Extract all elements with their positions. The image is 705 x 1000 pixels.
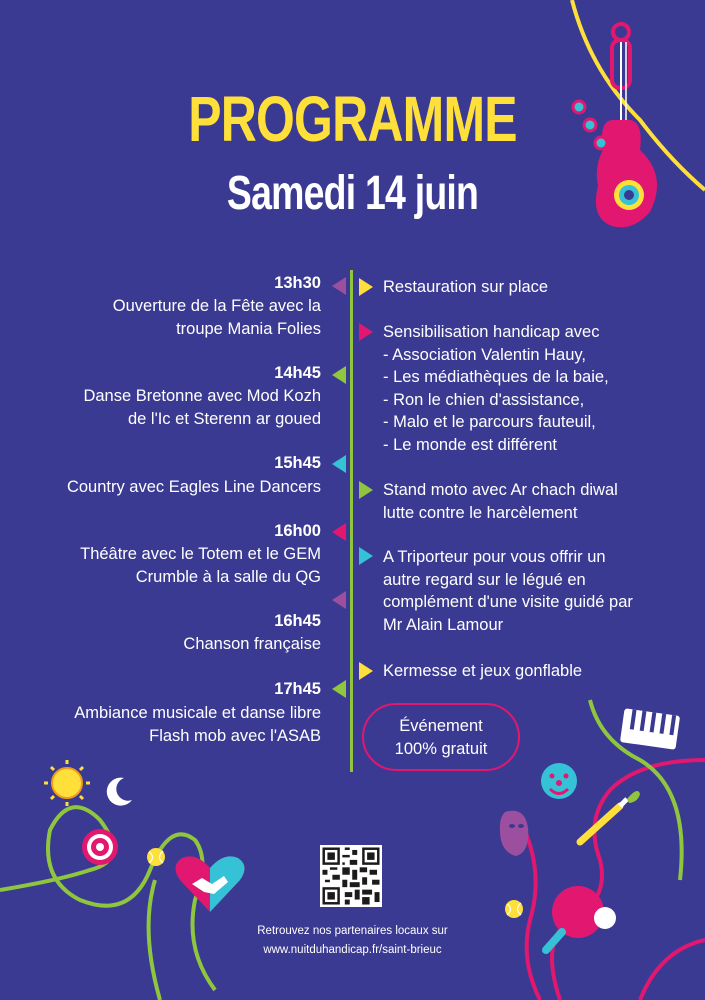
activity-item: A Triporteur pour vous offrir un autre regard sur le légué en complément d'une visite guidé par Mr Alain Lamour xyxy=(383,548,633,634)
schedule-description: Ambiance musicale et danse libre Flash mob avec l'ASAB xyxy=(74,704,321,745)
schedule-description: Ouverture de la Fête avec la troupe Mania Folies xyxy=(112,297,321,338)
schedule-time: 16h00 xyxy=(274,522,321,540)
green-curve xyxy=(0,807,215,990)
activity-marker-3 xyxy=(359,481,373,499)
schedule-time: 16h45 xyxy=(274,612,321,630)
pink-curve xyxy=(520,820,540,1000)
tennis-ball-icon xyxy=(505,900,523,918)
schedule-time: 14h45 xyxy=(274,364,321,382)
activity-item: Kermesse et jeux gonflable xyxy=(383,662,583,680)
activity-marker-4 xyxy=(359,547,373,565)
tennis-ball-icon xyxy=(147,848,165,866)
timeline-marker-1645 xyxy=(332,591,346,609)
timeline-marker-1330 xyxy=(332,277,346,295)
schedule-time: 13h30 xyxy=(274,274,321,292)
sun-icon xyxy=(44,760,90,806)
timeline-marker-1445 xyxy=(332,366,346,384)
pink-curve xyxy=(552,760,705,1000)
activity-marker-2 xyxy=(359,323,373,341)
green-curve xyxy=(590,700,682,880)
schedule-description: Chanson française xyxy=(183,635,321,653)
timeline-marker-1545 xyxy=(332,455,346,473)
activity-marker-1 xyxy=(359,278,373,296)
timeline-marker-1600 xyxy=(332,523,346,541)
event-date: Samedi 14 juin xyxy=(226,167,479,220)
page-title: PROGRAMME xyxy=(188,83,517,155)
schedule-description: Théâtre avec le Totem et le GEM Crumble à la salle du QG xyxy=(80,545,321,586)
timeline-marker-1745 xyxy=(332,680,346,698)
activity-marker-5 xyxy=(359,662,373,680)
clown-face-icon xyxy=(541,763,577,799)
activity-item: Sensibilisation handicap avec - Association Valentin Hauy, - Les médiathèques de la baie, - Ron le chien d'assistance, - Malo et le parcours fauteuil, - Le monde est différent xyxy=(383,323,609,454)
paintbrush-icon xyxy=(580,791,640,842)
schedule-time: 17h45 xyxy=(274,680,321,698)
activity-item: Stand moto avec Ar chach diwal lutte contre le harcèlement xyxy=(383,481,618,522)
schedule-description: Country avec Eagles Line Dancers xyxy=(66,478,321,496)
footer-text: Retrouvez nos partenaires locaux sur www.nuitduhandicap.fr/saint-brieuc xyxy=(257,925,448,956)
free-event-badge: Événement 100% gratuit xyxy=(362,703,520,771)
heart-handshake-icon xyxy=(175,856,244,912)
schedule-description: Danse Bretonne avec Mod Kozh de l'Ic et Sterenn ar goued xyxy=(83,387,321,428)
piano-keys-icon xyxy=(620,708,680,749)
qr-code-icon xyxy=(320,845,382,907)
activity-item: Restauration sur place xyxy=(383,278,549,296)
moon-icon xyxy=(107,778,132,806)
schedule-time: 15h45 xyxy=(274,454,321,472)
target-icon xyxy=(82,829,118,865)
mask-icon xyxy=(500,811,528,856)
timeline-line xyxy=(350,270,353,772)
